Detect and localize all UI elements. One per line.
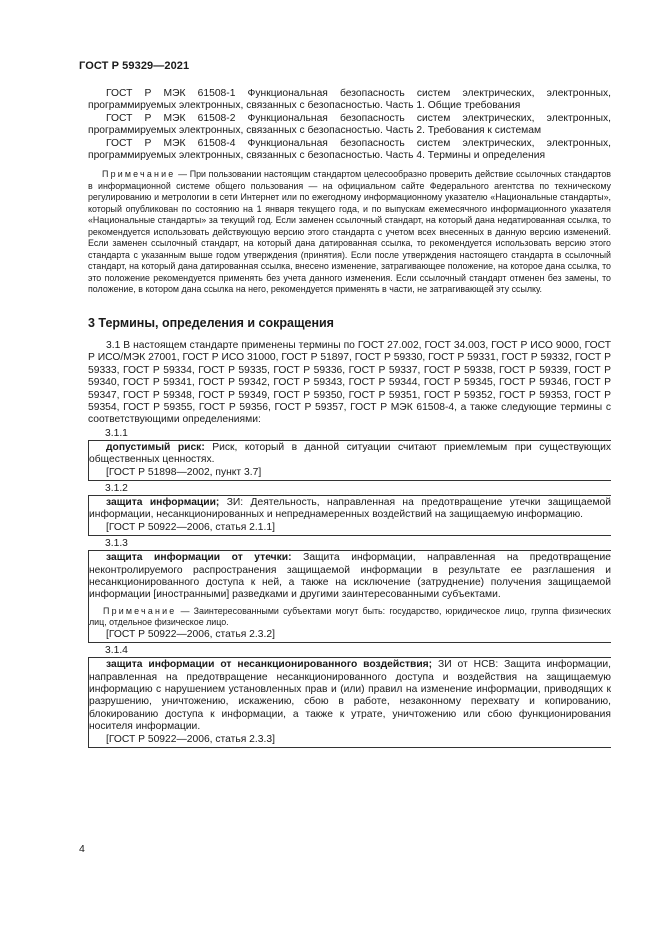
note-text: — Заинтересованными субъектами могут быть: государство, юридическое лицо, группа физических лиц, отдельное физическое лицо. [89, 605, 611, 628]
term-source: [ГОСТ Р 50922—2006, статья 2.3.3] [106, 733, 275, 745]
term-definition-text: ЗИ от НСВ: Защита информации, направленная на предотвращение несанкционированного доступа и воздействия на защищаемую информацию с нарушением установленных прав и (или) правил на изменение информации, приводящих к разрушению, уничтожению, искажению, сбою в работе, незаконному перехвату и копированию, блокированию доступа к информации, а также к утрате, уничтожению или сбою функционирования носителя информации. [89, 659, 611, 733]
term-definition [89, 497, 611, 522]
main-content [88, 88, 611, 749]
note-text: — При пользовании настоящим стандартом целесообразно проверить действие ссылочных стандартов в информационной системе общего пользования — на официальном сайте Федерального агентства по техническому регулированию и метрологии в сети Интернет или по ежегодному информационному указателю «Национальные стандарты», который опубликован по состоянию на 1 января текущего года, и по выпускам ежемесячного информационного указателя «Национальные стандарты» за текущий год. Если заменен ссылочный стандарт, на который дана недатированная ссылка, то рекомендуется использовать действующую версию этого стандарта с учетом всех внесенных в данную версию изменений. Если заменен ссылочный стандарт, на который дана датированная ссылка, то рекомендуется использовать версию этого стандарта с указанным выше годом утверждения (принятия). Если после утверждения настоящего стандарта в ссылочный стандарт, на который дана датированная ссылка, внесено изменение, затрагивающее положение, на которое дана ссылка, то это положение рекомендуется применять без учета данного изменения. Если ссылочный стандарт отменен без замены, то положение, в котором дана ссылка на него, рекомендуется применять в части, не затрагивающей эту ссылку. [88, 169, 611, 295]
term-entry [88, 644, 611, 748]
document-header: ГОСТ Р 59329—2021 [79, 60, 190, 72]
term-box [88, 440, 611, 481]
normative-reference: ГОСТ Р МЭК 61508-4 Функциональная безопасность систем электрических, электронных, программируемых электронных, связанных с безопасностью. Часть 4. Термины и определения [88, 137, 611, 162]
term-number: 3.1.1 [105, 427, 128, 439]
normative-reference: ГОСТ Р МЭК 61508-1 Функциональная безопасность систем электрических, электронных, программируемых электронных, связанных с безопасностью. Часть 1. Общие требования [88, 88, 611, 112]
term-definition-text: Защита информации, направленная на предотвращение неконтролируемого распространения защищаемой информации в результате ее разглашения и несанкционированного доступа к ней, а также на исключение (затруднение) получения защищаемой информации [иностранными] разведками и другими заинтересованными субъектами. [89, 552, 611, 601]
page-number: 4 [79, 843, 85, 855]
term-definition [89, 442, 611, 467]
term-source: [ГОСТ Р 50922—2006, статья 2.3.2] [106, 628, 275, 640]
term-number: 3.1.4 [105, 645, 128, 657]
section-title: 3 Термины, определения и сокращения [88, 315, 334, 330]
term-box [88, 495, 611, 536]
term-source: [ГОСТ Р 50922—2006, статья 2.1.1] [106, 521, 275, 533]
term-name: защита информации от утечки: [106, 552, 292, 564]
term-source: [ГОСТ Р 51898—2002, пункт 3.7] [106, 466, 262, 478]
term-box [88, 657, 611, 748]
normative-reference: ГОСТ Р МЭК 61508-2 Функциональная безопасность систем электрических, электронных, программируемых электронных, связанных с безопасностью. Часть 2. Требования к системам [88, 112, 611, 137]
term-entry [88, 482, 611, 536]
term-number: 3.1.2 [105, 483, 128, 494]
term-note [89, 606, 611, 629]
note-label: Примечание [102, 169, 176, 180]
term-definition [89, 552, 611, 602]
term-box [88, 550, 611, 643]
term-definition-text: ЗИ: Деятельность, направленная на предотвращение утечки защищаемой информации, несанкционированных и непреднамеренных воздействий на защищаемую информацию. [89, 497, 611, 521]
term-name: защита информации от несанкционированного воздействия; [106, 659, 433, 671]
note-paragraph [88, 169, 611, 296]
section-intro: 3.1 В настоящем стандарте применены термины по ГОСТ 27.002, ГОСТ 34.003, ГОСТ Р ИСО 9000, ГОСТ Р ИСО/МЭК 27001, ГОСТ Р ИСО 31000, ГОСТ Р 51897, ГОСТ Р 59330, ГОСТ Р 59331, ГОСТ Р 59332, ГОСТ Р 59333, ГОСТ Р 59334, ГОСТ Р 59335, ГОСТ Р 59336, ГОСТ Р 59337, ГОСТ Р 59338, ГОСТ Р 59339, ГОСТ Р 59340, ГОСТ Р 59341, ГОСТ Р 59342, ГОСТ Р 59343, ГОСТ Р 59344, ГОСТ Р 59345, ГОСТ Р 59346, ГОСТ Р 59347, ГОСТ Р 59348, ГОСТ Р 59349, ГОСТ Р 59350, ГОСТ Р 59351, ГОСТ Р 59352, ГОСТ Р 59353, ГОСТ Р 59354, ГОСТ Р 59355, ГОСТ Р 59356, ГОСТ Р 59357, ГОСТ Р МЭК 61508-4, а также следующие термины с соответствующими определениями: [88, 339, 611, 426]
references-note [88, 169, 611, 296]
term-definition [89, 659, 611, 733]
term-name: допустимый риск: [106, 441, 205, 453]
term-number: 3.1.3 [105, 538, 128, 550]
term-entry [88, 427, 611, 481]
term-entry [88, 537, 611, 643]
term-definition-text: Риск, который в данной ситуации считают приемлемым при существующих общественных ценностях. [89, 441, 611, 466]
term-name: защита информации; [106, 497, 220, 508]
note-label: Примечание [103, 605, 177, 616]
